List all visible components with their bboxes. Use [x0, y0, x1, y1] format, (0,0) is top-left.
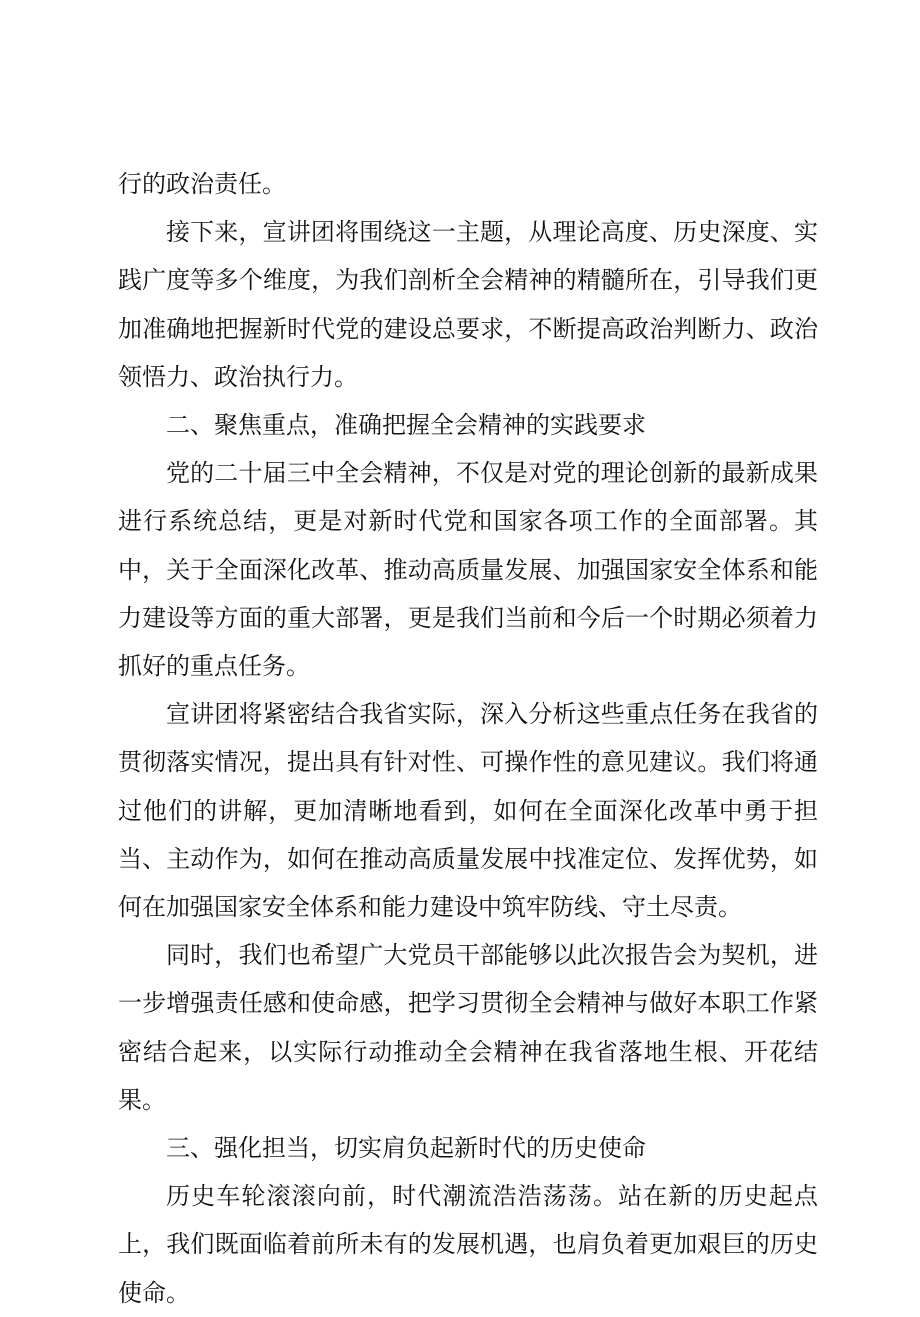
paragraph: 党的二十届三中全会精神，不仅是对党的理论创新的最新成果进行系统总结，更是对新时代党和国家各项工作的全面部署。其中，关于全面深化改革、推动高质量发展、加强国家安全体系和能力建设等方面的重大部署，更是我们当前和今后一个时期必须着力抓好的重点任务。: [118, 459, 818, 681]
paragraph: 宣讲团将紧密结合我省实际，深入分析这些重点任务在我省的贯彻落实情况，提出具有针对性、可操作性的意见建议。我们将通过他们的讲解，更加清晰地看到，如何在全面深化改革中勇于担当、主动作为，如何在推动高质量发展中找准定位、发挥优势，如何在加强国家安全体系和能力建设中筑牢防线、守土尽责。: [118, 700, 818, 922]
paragraph: 历史车轮滚滚向前，时代潮流浩浩荡荡。站在新的历史起点上，我们既面临着前所未有的发展机遇，也肩负着更加艰巨的历史使命。: [118, 1182, 818, 1307]
paragraph: 接下来，宣讲团将围绕这一主题，从理论高度、历史深度、实践广度等多个维度，为我们剖析全会精神的精髓所在，引导我们更加准确地把握新时代党的建设总要求，不断提高政治判断力、政治领悟力、政治执行力。: [118, 218, 818, 391]
document-body: [118, 160, 818, 1317]
section-heading-2: 二、聚焦重点，准确把握全会精神的实践要求: [166, 411, 646, 440]
paragraph-continuation: 行的政治责任。: [118, 170, 286, 198]
section-heading-3: 三、强化担当，切实肩负起新时代的历史使命: [166, 1134, 646, 1163]
paragraph: 同时，我们也希望广大党员干部能够以此次报告会为契机，进一步增强责任感和使命感，把学习贯彻全会精神与做好本职工作紧密结合起来，以实际行动推动全会精神在我省落地生根、开花结果。: [118, 941, 818, 1114]
